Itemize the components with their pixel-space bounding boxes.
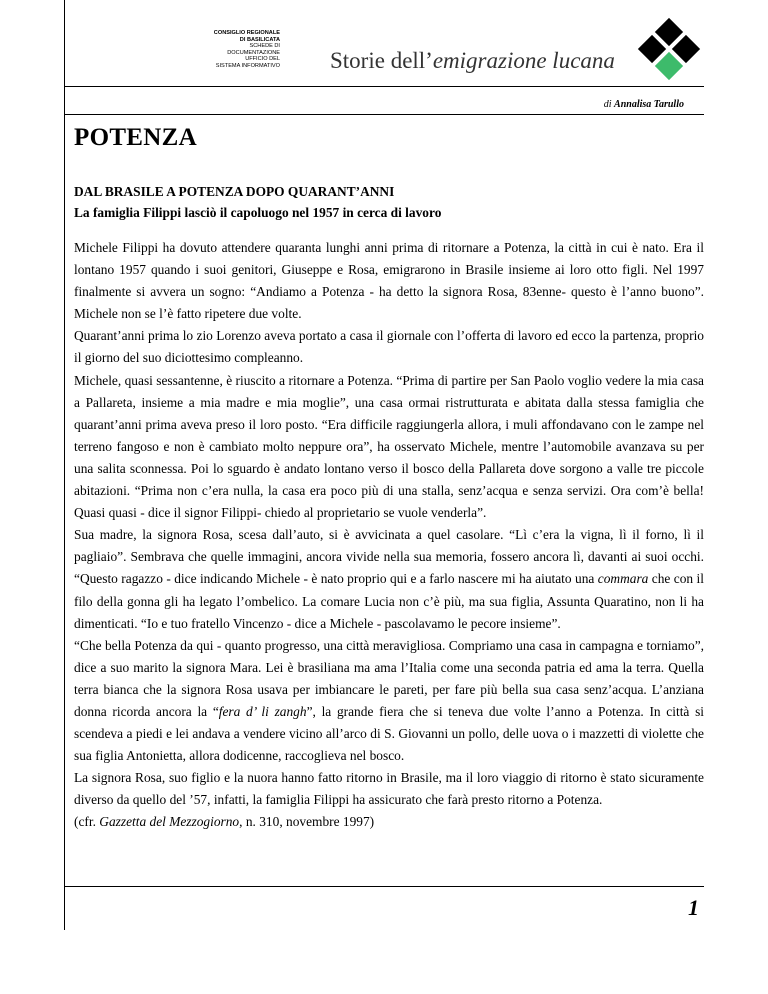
paragraph: Quarant’anni prima lo zio Lorenzo aveva portato a casa il giornale con l’offerta di lavoro ed ecco la partenza, proprio il giorno del suo diciottesimo compleanno. [74, 328, 704, 366]
text-run: che con il filo della gonna gli ha legato l’ombelico. La comare Lucia non c’è più, ma sua figlia, Assunta Quaratino, non li ha dimenticati. “Io e tuo fratello Vincenzo - dice a Michele - pascolavamo le pecore insieme”. [74, 571, 704, 631]
diamond-tiles-logo-icon [636, 16, 702, 82]
org-line: DI BASILICATA [239, 36, 280, 43]
organization-block [214, 30, 280, 70]
article-headline: DAL BRASILE A POTENZA DOPO QUARANT’ANNI [74, 184, 395, 199]
page-number: 1 [688, 895, 699, 920]
text-run: Sua madre, la signora Rosa, scesa dall’auto, si è avvicinata a quel casolare. “Lì c’era la vigna, lì il forno, lì il pagliaio”. Sembrava che quelle immagini, ancora vivide nella sua memoria, fossero ancora lì, davanti ai suoi occhi. “Questo ragazzo - dice indicando Michele - è nato proprio qui e a farlo nascere mi ha aiutato una [74, 527, 704, 587]
footer-rule [64, 886, 704, 887]
article-subheadline: La famiglia Filippi lasciò il capoluogo nel 1957 in cerca di lavoro [74, 205, 442, 220]
series-title-italic: emigrazione lucana [432, 48, 615, 73]
paragraph [74, 524, 704, 634]
series-title-prefix: Storie dell’ [330, 48, 433, 73]
org-line: UFFICIO DEL [245, 56, 280, 63]
italic-term: commara [597, 571, 649, 587]
author-byline [604, 99, 684, 110]
text-run: , n. 310, novembre 1997) [239, 814, 375, 830]
header-rule [64, 86, 704, 87]
left-margin-rule [64, 0, 65, 930]
org-line: CONSIGLIO REGIONALE [213, 30, 280, 36]
section-title: POTENZA [74, 124, 197, 151]
paragraph: Michele, quasi sessantenne, è riuscito a ritornare a Potenza. “Prima di partire per San Paolo voglio vedere la mia casa a Pallareta, insieme a mia madre e mia moglie”, una casa ormai ristrutturata e abitata dalla stessa famiglia che quarant’anni prima aveva preso il loro posto. “Era difficile raggiungerla allora, i muli affondavano con le zampe nel terreno fangoso e non è cambiato molto neppure ora”, ha osservato Michele, mentre l’automobile avanzava su per una salita sconnessa. Poi lo sguardo è andato lontano verso il bosco della Pallareta dove sorgono a valle tre piccole abitazioni. “Prima non c’era nulla, la casa era poco più di una stalla, senz’acqua e senza servizi. Ora com’è bella! Quasi quasi - dice il signor Filippi- chiedo al proprietario se vuole venderla”. [74, 372, 704, 521]
text-run: (cfr. [74, 814, 100, 830]
series-title [330, 48, 615, 74]
org-line: DOCUMENTAZIONE [227, 49, 280, 56]
text-run: “Che bella Potenza da qui - quanto progresso, una città meravigliosa. Compriamo una casa in campagna e torniamo”, dice a suo marito la signora Mara. Lei è brasiliana ma ama l’Italia come una seconda patria ed ama la terra. Quella terra bianca che la signora Rosa usava per imbiancare le pareti, per fare più bella sua casa senz’acqua. L’anziana donna ricorda ancora la “ [74, 637, 704, 719]
author-name: Annalisa Tarullo [614, 99, 684, 110]
italic-term: fera d’ li zangh [218, 703, 307, 719]
paragraph: La signora Rosa, suo figlio e la nuora hanno fatto ritorno in Brasile, ma il loro viaggio di ritorno è stato sicuramente diverso da quello del ’57, infatti, la famiglia Filippi ha assicurato che farà presto ritorno a Potenza. [74, 770, 704, 808]
paragraph [74, 635, 704, 768]
article-body [74, 237, 704, 834]
byline-rule [64, 114, 704, 115]
paragraph: Michele Filippi ha dovuto attendere quaranta lunghi anni prima di ritornare a Potenza, la città in cui è nato. Era il lontano 1957 quando i suoi genitori, Giuseppe e Rosa, emigrarono in Brasile insieme ai loro otto figli. Nel 1997 finalmente si avvera un sogno: “Andiamo a Potenza - ha detto la signora Rosa, 83enne- questo è l’anno buono”. Michele non se l’è fatto ripetere due volte. [74, 240, 704, 322]
org-line: SISTEMA INFORMATIVO [215, 62, 280, 69]
citation [74, 811, 704, 833]
org-line: SCHEDE DI [249, 43, 280, 50]
newspaper-name: Gazzetta del Mezzogiorno [99, 814, 240, 830]
text-run: ”, la grande fiera che si teneva due volte l’anno a Potenza. In città si scendeva a piedi e lei andava a vendere vicino all’arco di S. Giovanni un pollo, delle uova o i mazzetti di violette che sua figlia Antonietta, allora dodicenne, raccoglieva nel bosco. [74, 703, 704, 764]
author-prefix: di [603, 99, 612, 110]
